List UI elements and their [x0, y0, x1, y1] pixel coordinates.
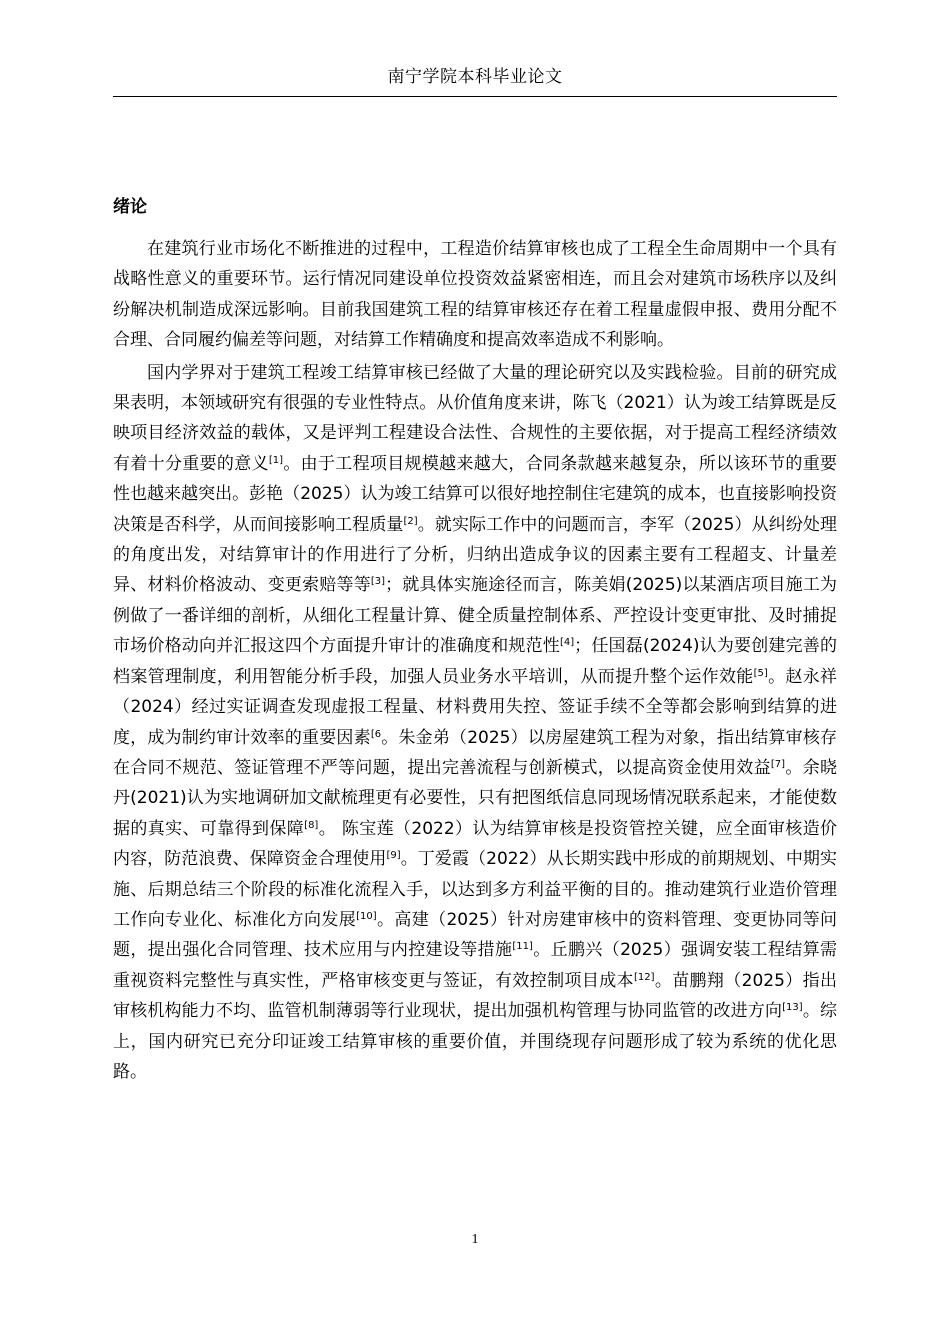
citation-ref: [1] [268, 454, 283, 466]
paragraph-2-sentence: 。由于工程项目规模越来越大，合同条款越来越复杂，所以该环节的重要性也越来越突出。彭艳（2025）认为竣工结算可以很好地控制住宅建筑的成本，也直接影响投资决策是否科学，从而间接影响工程质量 [113, 453, 838, 535]
running-header [113, 62, 837, 97]
paragraph-2-sentence: 。余晓丹(2021)认为实地调研加文献梳理更有必要性，只有把图纸信息同现场情况联系起来，才能使数据的真实、可靠得到保障 [113, 757, 838, 839]
citation-ref: [6 [370, 728, 382, 740]
page-number: 1 [471, 1232, 479, 1247]
paragraph-2-sentence: 。赵永祥（2024）经过实证调查发现虚报工程量、材料费用失控、签证手续不全等都会影响到结算的进度，成为制约审计效率的重要因素 [113, 666, 838, 748]
paragraph-2-sentence: 。 陈宝莲（2022）认为结算审核是投资管控关键，应全面审核造价内容，防范浪费、保障资金合理使用 [113, 818, 837, 870]
citation-ref: [5] [753, 667, 768, 679]
section-title: 绪论 [113, 197, 147, 217]
paragraph-2-sentence: 。朱金弟（2025）以房屋建筑工程为对象，指出结算审核存在合同不规范、签证管理不严等问题，提出完善流程与创新模式，以提高资金使用效益 [113, 727, 838, 778]
paragraph-2-sentence: ；任国磊(2024)认为要创建完善的档案管理制度，利用智能分析手段，加强人员业务水平培训，从而提升整个运作效能 [113, 636, 838, 687]
citation-ref: [10] [356, 910, 377, 922]
paragraph-2-sentence: 。就实际工作中的问题而言，李军（2025）从纠纷处理的角度出发，对结算审计的作用进行了分析，归纳出造成争议的因素主要有工程超支、计量差异、材料价格波动、变更索赔等等 [113, 514, 837, 596]
citation-ref: [9] [386, 850, 401, 862]
paragraph-2-sentence: 国内学界对于建筑工程竣工结算审核已经做了大量的理论研究以及实践检验。目前的研究成果表明，本领域研究有很强的专业性特点。从价值角度来讲，陈飞（2021）认为竣工结算既是反映项目经济效益的载体，又是评判工程建设合法性、合规性的主要依据，对于提高工程经济绩效有着十分重要的意义 [113, 362, 837, 474]
citation-ref: [12] [633, 971, 655, 983]
citation-ref: [13] [782, 1002, 803, 1014]
citation-ref: [8] [304, 819, 319, 831]
citation-ref: [2] [403, 515, 418, 527]
body-text [113, 234, 837, 1087]
paragraph-2 [113, 358, 837, 1088]
paragraph-2-sentence: 。丘鹏兴（2025）强调安装工程结算需重视资料完整性与真实性，严格审核变更与签证，有效控制项目成本 [113, 940, 838, 991]
paragraph-2-sentence: ；就具体实施途径而言，陈美娟(2025)以某酒店项目施工为例做了一番详细的剖析，从细化工程量计算、健全质量控制体系、严控设计变更审批、及时捕捉市场价格动向并汇报这四个方面提升审计的准确度和规范性 [113, 575, 838, 657]
paragraph-1: 在建筑行业市场化不断推进的过程中，工程造价结算审核也成了工程全生命周期中一个具有战略性意义的重要环节。运行情况同建设单位投资效益紧密相连，而且会对建筑市场秩序以及纠纷解决机制造成深远影响。目前我国建筑工程的结算审核还存在着工程量虚假申报、费用分配不合理、合同履约偏差等问题，对结算工作精确度和提高效率造成不利影响。 [113, 239, 837, 351]
citation-ref: [3] [370, 576, 386, 588]
paragraph-2-sentence: 。综上，国内研究已充分印证竣工结算审核的重要价值，并围绕现存问题形成了较为系统的优化思路。 [113, 1001, 838, 1082]
citation-ref: [11] [512, 941, 533, 953]
running-header-title: 南宁学院本科毕业论文 [387, 67, 563, 87]
paragraph-2-sentence: 。苗鹏翔（2025）指出审核机构能力不均、监管机制薄弱等行业现状，提出加强机构管理与协同监管的改进方向 [113, 970, 838, 1022]
citation-ref: [7] [770, 758, 786, 770]
citation-ref: [4] [560, 637, 575, 649]
paragraph-2-sentence: 。高建（2025）针对房建审核中的资料管理、变更协同等问题，提出强化合同管理、技术应用与内控建设等措施 [113, 909, 838, 961]
paragraph-2-sentence: 。丁爱霞（2022）从长期实践中形成的前期规划、中期实施、后期总结三个阶段的标准化流程入手，以达到多方利益平衡的目的。推动建筑行业造价管理工作向专业化、标准化方向发展 [113, 849, 838, 930]
